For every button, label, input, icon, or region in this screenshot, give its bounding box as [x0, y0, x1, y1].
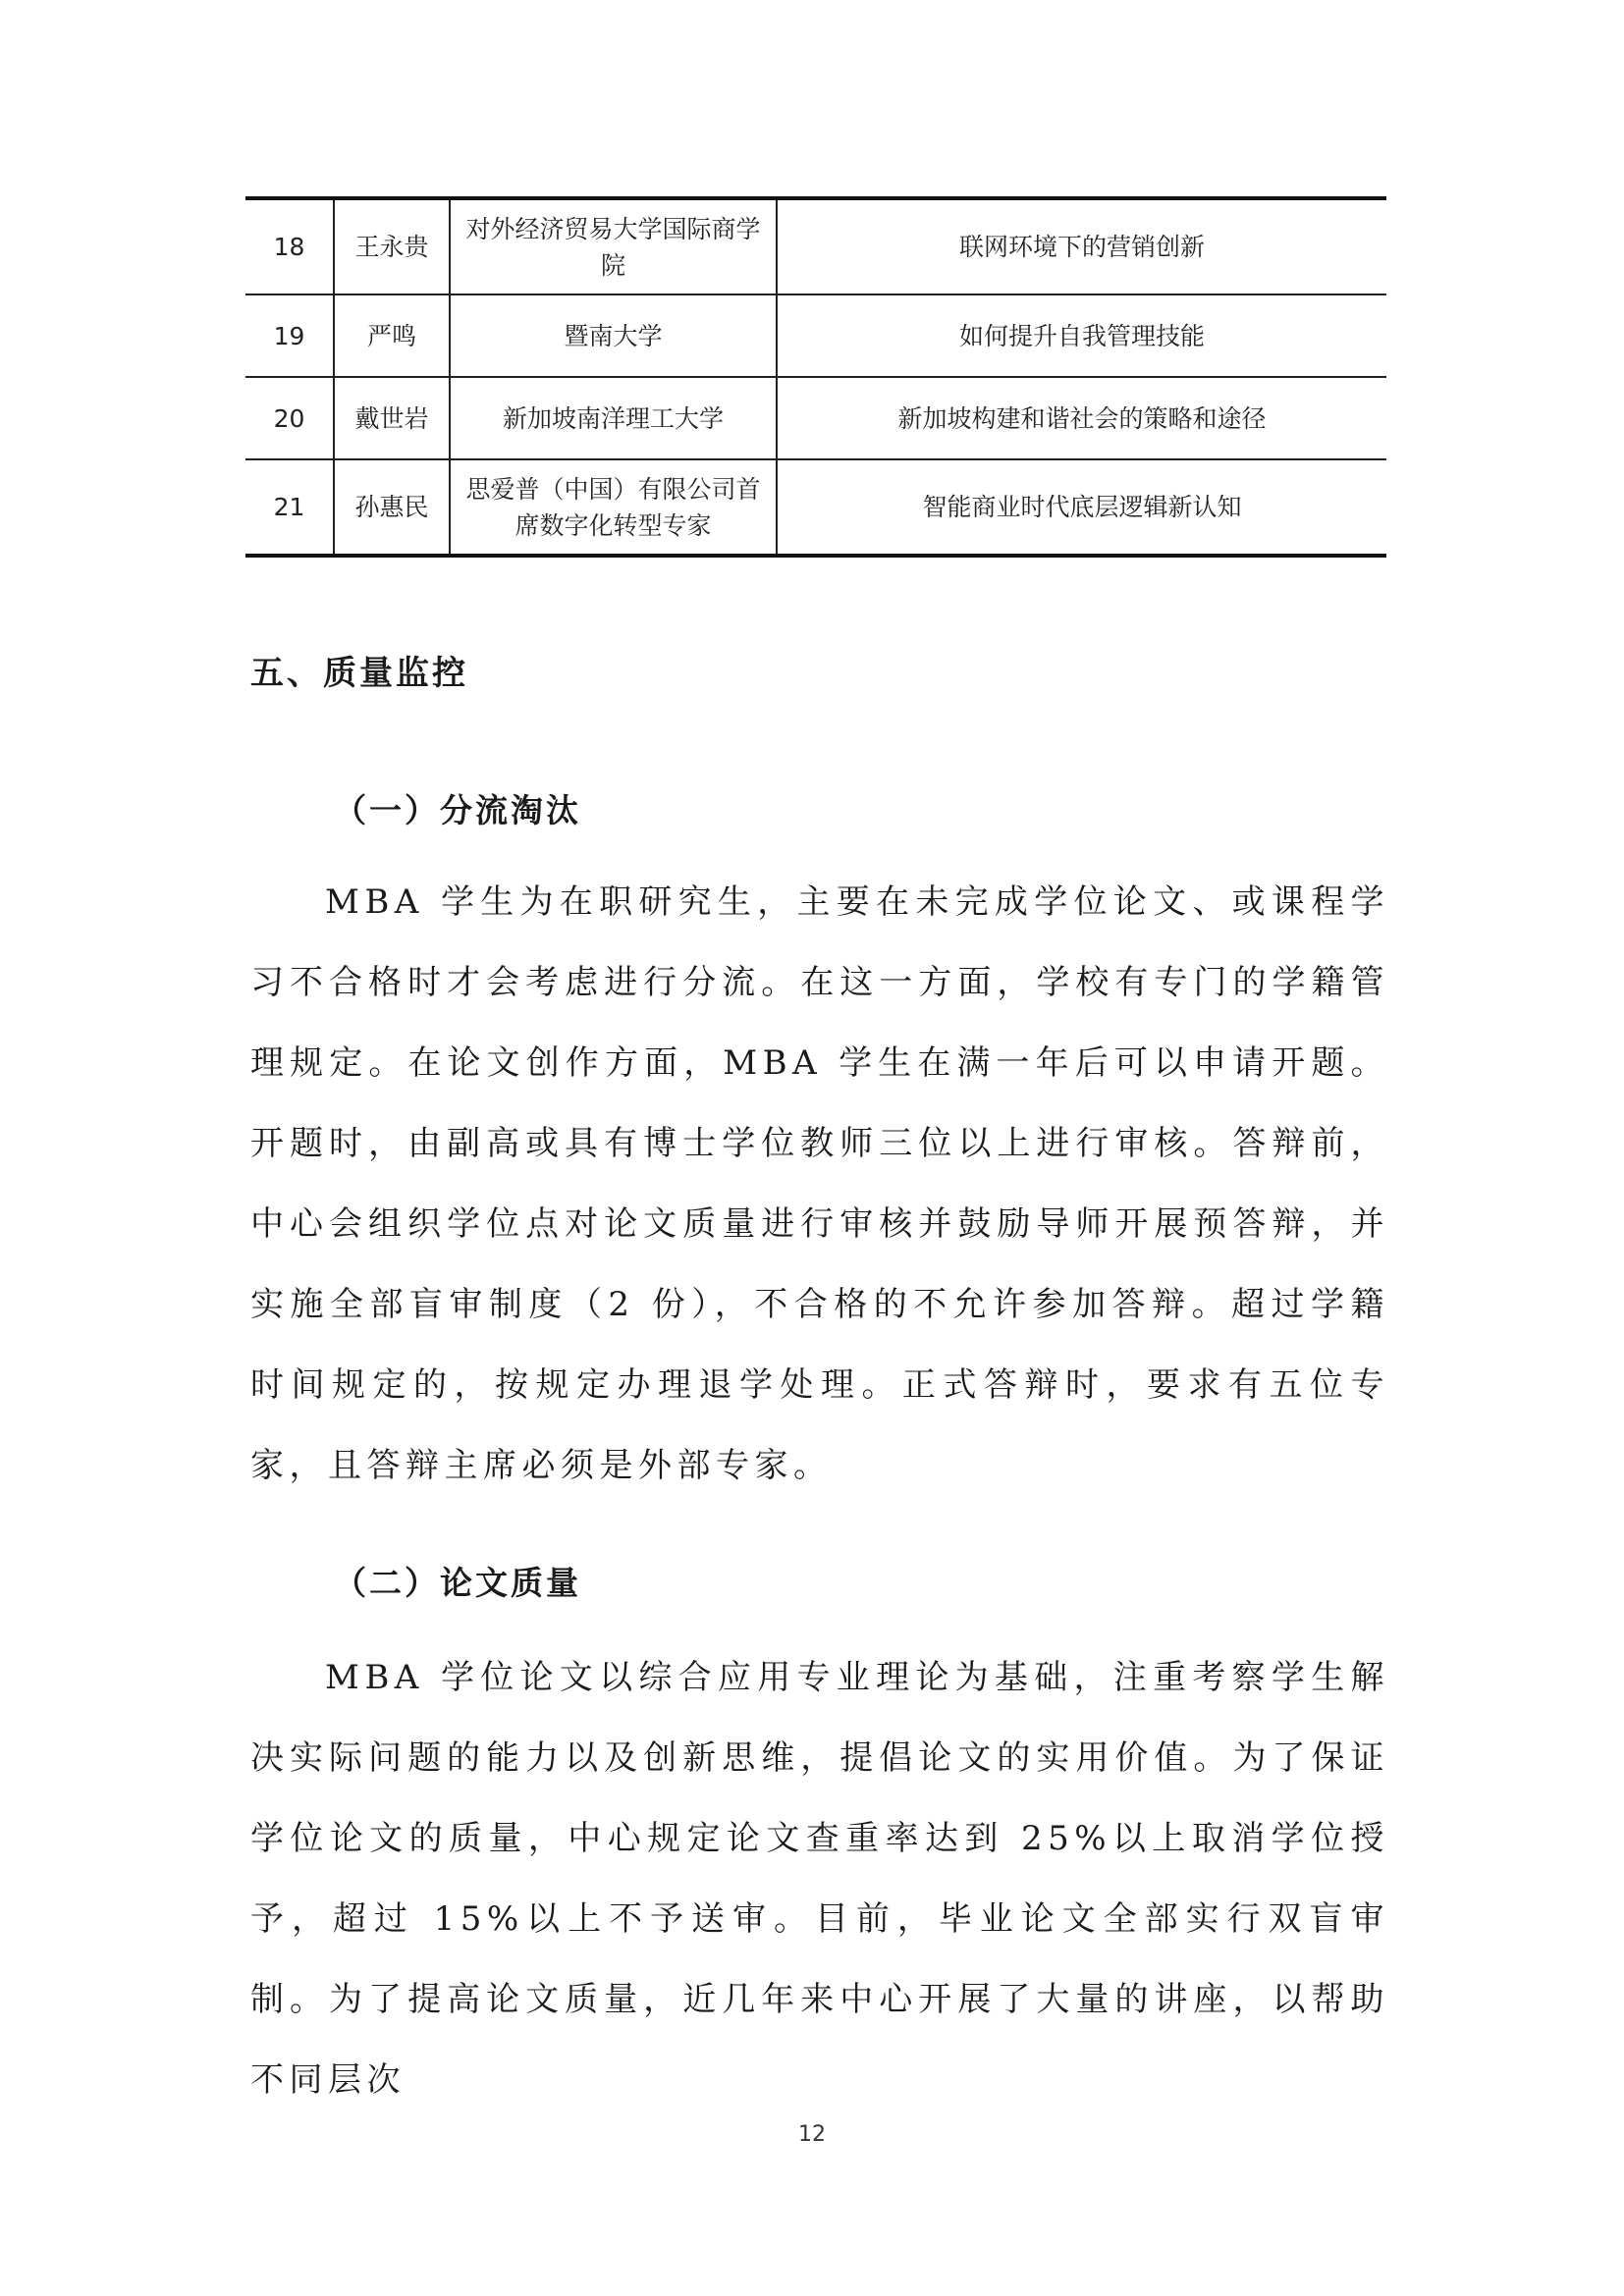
- cell-name: 王永贵: [334, 198, 450, 294]
- cell-topic: 新加坡构建和谐社会的策略和途径: [777, 377, 1386, 459]
- cell-topic: 如何提升自我管理技能: [777, 294, 1386, 377]
- cell-organization: 新加坡南洋理工大学: [450, 377, 777, 459]
- cell-name: 孙惠民: [334, 459, 450, 556]
- speaker-table: [245, 196, 1386, 558]
- cell-name: 严鸣: [334, 294, 450, 377]
- cell-organization: 对外经济贸易大学国际商学院: [450, 198, 777, 294]
- cell-number: 21: [245, 459, 334, 556]
- cell-topic: 智能商业时代底层逻辑新认知: [777, 459, 1386, 556]
- cell-topic: 联网环境下的营销创新: [777, 198, 1386, 294]
- subsection-heading-diversion: （一）分流淘汰: [334, 791, 581, 829]
- subsection-heading-thesis-quality: （二）论文质量: [334, 1564, 581, 1602]
- page-number: 12: [798, 2122, 826, 2147]
- cell-organization: 思爱普（中国）有限公司首席数字化转型专家: [450, 459, 777, 556]
- paragraph-diversion: MBA 学生为在职研究生，主要在未完成学位论文、或课程学习不合格时才会考虑进行分流。在这一方面，学校有专门的学籍管理规定。在论文创作方面，MBA 学生在满一年后可以申请开题。开题时，由副高或具有博士学位教师三位以上进行审核。答辩前，中心会组织学位点对论文质量进行审核并鼓励导师开展预答辩，并实施全部盲审制度（2 份），不合格的不允许参加答辩。超过学籍时间规定的，按规定办理退学处理。正式答辩时，要求有五位专家，且答辩主席必须是外部专家。: [250, 882, 1389, 1485]
- table-row: [245, 198, 1386, 294]
- cell-number: 18: [273, 233, 305, 261]
- table-row: [245, 459, 1386, 556]
- cell-number: 19: [245, 294, 334, 377]
- table-row: [245, 377, 1386, 459]
- paragraph-thesis-quality: MBA 学位论文以综合应用专业理论为基础，注重考察学生解决实际问题的能力以及创新思维，提倡论文的实用价值。为了保证学位论文的质量，中心规定论文查重率达到 25%以上取消学位授予，超过 15%以上不予送审。目前，毕业论文全部实行双盲审制。为了提高论文质量，近几年来中心开展了大量的讲座，以帮助不同层次: [250, 1658, 1389, 2100]
- cell-number: 20: [245, 377, 334, 459]
- table-row: [245, 294, 1386, 377]
- cell-name: 戴世岩: [334, 377, 450, 459]
- cell-organization: 暨南大学: [450, 294, 777, 377]
- section-heading: 五、质量监控: [250, 654, 468, 693]
